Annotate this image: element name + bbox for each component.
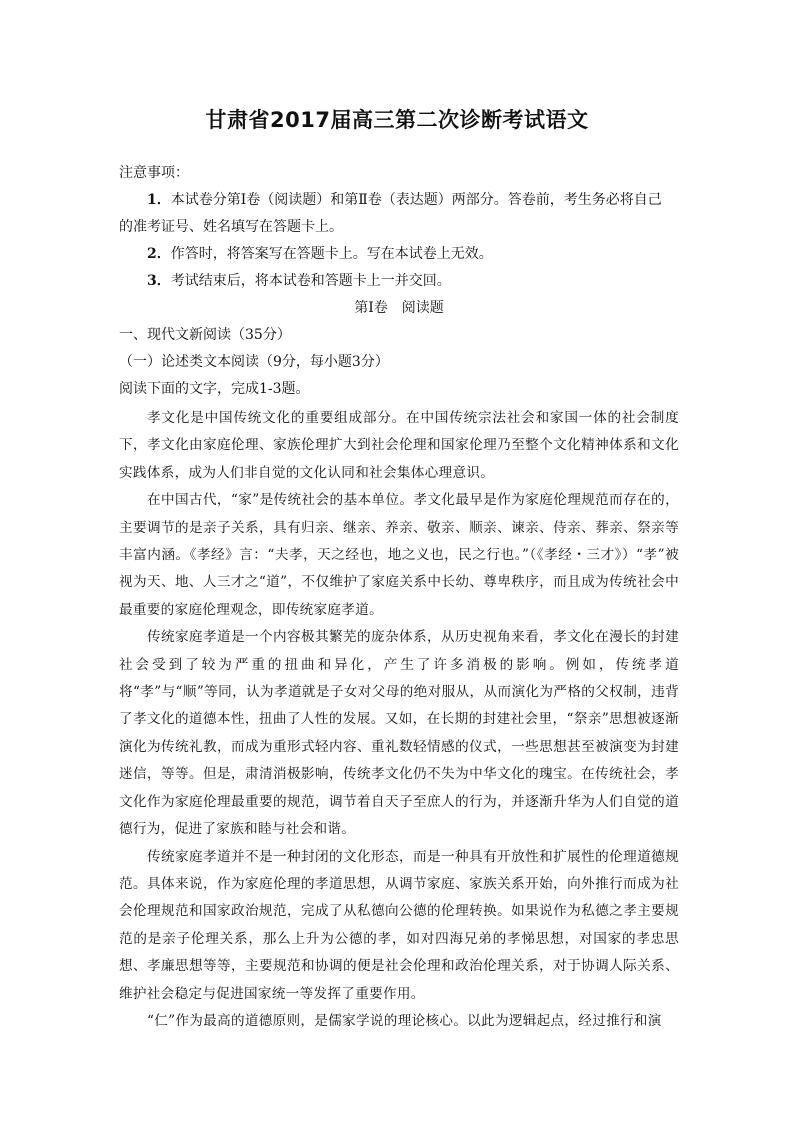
section-title: 第Ⅰ卷 阅读题 [354, 300, 444, 316]
passage-paragraph: 传统家庭孝道并不是一种封闭的文化形态，而是一种具有开放性和扩展性的伦理道德规范。具体来说，作为家庭伦理的孝道思想，从调节家庭、家族关系开始，向外推行而成为社会伦理规范和国家政治规范，完成了从私德向公德的伦理转换。如果说作为私德之孝主要规范的是亲子伦理关系，那么上升为公德的孝，如对四海兄弟的孝悌思想，对国家的孝忠思想、孝廉思想等等，主要规范和协调的便是社会伦理和政治伦理关系，对于协调人际关系、维护社会稳定与促进国家统一等发挥了重要作用。 [119, 848, 679, 1002]
notice-text: 考试结束后，将本试卷和答题卡上一并交回。 [170, 273, 451, 289]
document-title: 甘肃省2017届高三第二次诊断考试语文 [205, 108, 589, 132]
notice-text: 作答时，将答案写在答题卡上。写在本试卷上无效。 [170, 246, 493, 262]
notice-number: 1． [147, 192, 171, 208]
notice-item-2 [119, 241, 679, 268]
notice-text: 的准考证号、姓名填写在答题卡上。 [119, 219, 343, 235]
passage-paragraph: “仁”作为最高的道德原则，是儒家学说的理论核心。以此为逻辑起点，经过推行和演 [147, 1012, 662, 1029]
subpart-heading: （一）论述类文本阅读（9分，每小题3分） [119, 354, 389, 370]
notice-number: 2． [147, 246, 171, 262]
passage-paragraph: 传统家庭孝道是一个内容极其繁芜的庞杂体系，从历史视角来看，孝文化在漫长的封建社会受到了较为严重的扭曲和异化，产生了许多消极的影响。例如，传统孝道将“孝”与“顺”等同，认为孝道就是子女对父母的绝对服从，从而演化为严格的父权制，违背了孝文化的道德本性，扭曲了人性的发展。又如，在长期的封建社会里，“祭亲”思想被逐渐演化为传统礼教，而成为重形式轻内容、重礼数轻情感的仪式，一些思想甚至被演变为封建迷信，等等。但是，肃清消极影响，传统孝文化仍不失为中华文化的瑰宝。在传统社会，孝文化作为家庭伦理最重要的规范，调节着自天子至庶人的行为，并逐渐升华为人们自觉的道德行为，促进了家族和睦与社会和谐。 [119, 629, 679, 838]
notice-item-1 [119, 187, 679, 214]
notice-heading: 注意事项： [119, 165, 189, 181]
notice-number: 3． [147, 273, 171, 289]
passage-paragraph: 孝文化是中国传统文化的重要组成部分。在中国传统宗法社会和家国一体的社会制度下，孝文化由家庭伦理、家族伦理扩大到社会伦理和国家伦理乃至整个文化精神体系和文化实践体系，成为人们非自觉的文化认同和社会集体心理意识。 [119, 410, 679, 481]
notice-item-1-continued [119, 214, 679, 241]
exam-instructions [119, 160, 679, 403]
passage-paragraph: 在中国古代，“家”是传统社会的基本单位。孝文化最早是作为家庭伦理规范而存在的，主要调节的是亲子关系，具有归亲、继亲、养亲、敬亲、顺亲、谏亲、侍亲、葬亲、祭亲等丰富内涵。《孝经》言：“夫孝，天之经也，地之义也，民之行也。”（《孝经・三才》）“孝”被视为天、地、人三才之“道”，不仅维护了家庭关系中长幼、尊卑秩序，而且成为传统社会中最重要的家庭伦理观念，即传统家庭孝道。 [119, 492, 679, 618]
part-heading: 一、现代文新阅读（35分） [119, 327, 291, 343]
notice-item-3 [119, 268, 679, 295]
reading-instruction: 阅读下面的文字，完成1-3题。 [119, 381, 310, 397]
notice-text: 本试卷分第Ⅰ卷（阅读题）和第Ⅱ卷（表达题）两部分。答卷前，考生务必将自己 [170, 192, 662, 208]
reading-passage [119, 405, 679, 1035]
